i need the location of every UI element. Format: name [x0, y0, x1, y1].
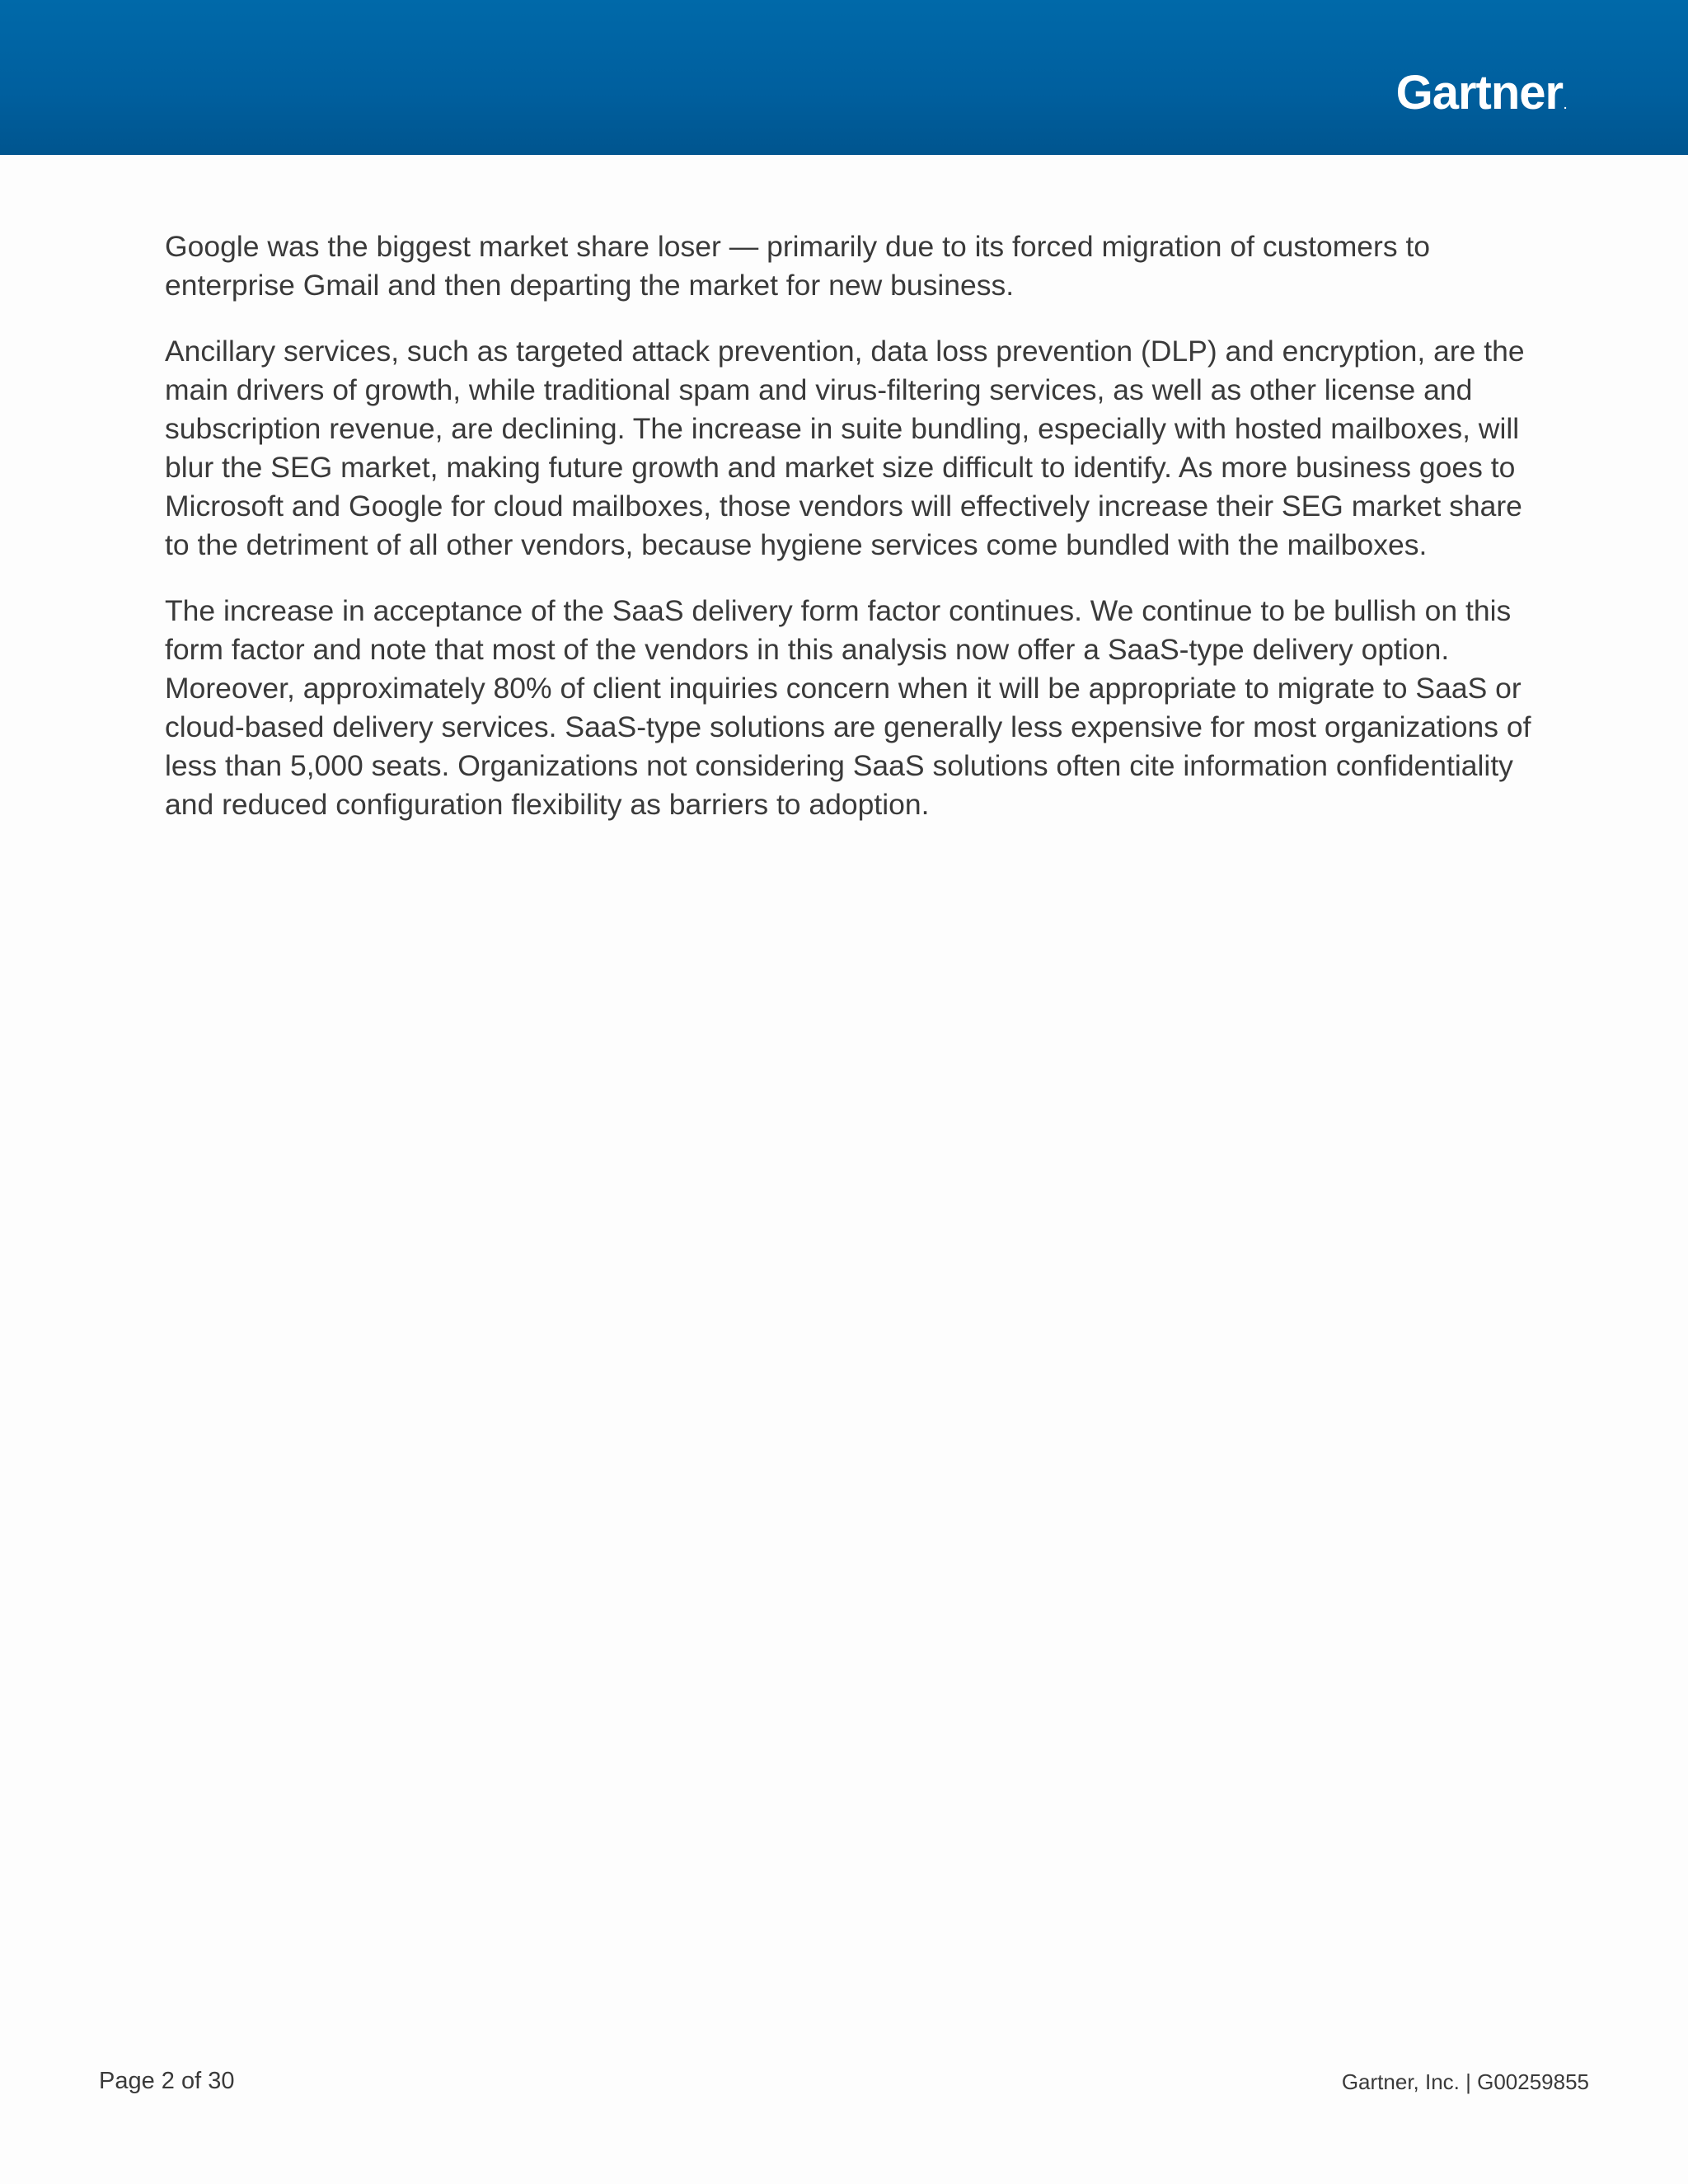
paragraph-1: Google was the biggest market share loser — primarily due to its forced migration of customers to enterprise Gmail and then departing the market for new business. [165, 230, 1431, 302]
body-content [165, 227, 1533, 851]
logo-mark: . [1564, 98, 1566, 111]
document-id: Gartner, Inc. | G00259855 [1341, 2069, 1589, 2094]
paragraph-3: The increase in acceptance of the SaaS delivery form factor continues. We continue to be bullish on this form factor and note that most of the vendors in this analysis now offer a SaaS-type delivery option. Moreover, approximately 80% of client inquiries concern when it will be appropriate to migrate to SaaS or cloud-based delivery services. SaaS-type solutions are generally less expensive for most organizations of less than 5,000 seats. Organizations not considering SaaS solutions often cite information confidentiality and reduced configuration flexibility as barriers to adoption. [165, 594, 1531, 821]
page-number: Page 2 of 30 [99, 2068, 235, 2094]
header-banner [0, 0, 1688, 155]
paragraph-2: Ancillary services, such as targeted attack prevention, data loss prevention (DLP) and encryption, are the main drivers of growth, while traditional spam and virus-filtering services, as well as other license and subscription revenue, are declining. The increase in suite bundling, especially with hosted mailboxes, will blur the SEG market, making future growth and market size difficult to identify. As more business goes to Microsoft and Google for cloud mailboxes, those vendors will effectively increase their SEG market share to the detriment of all other vendors, because hygiene services come bundled with the mailboxes. [165, 335, 1525, 561]
logo-text: Gartner [1395, 66, 1564, 120]
gartner-logo [1395, 66, 1566, 120]
